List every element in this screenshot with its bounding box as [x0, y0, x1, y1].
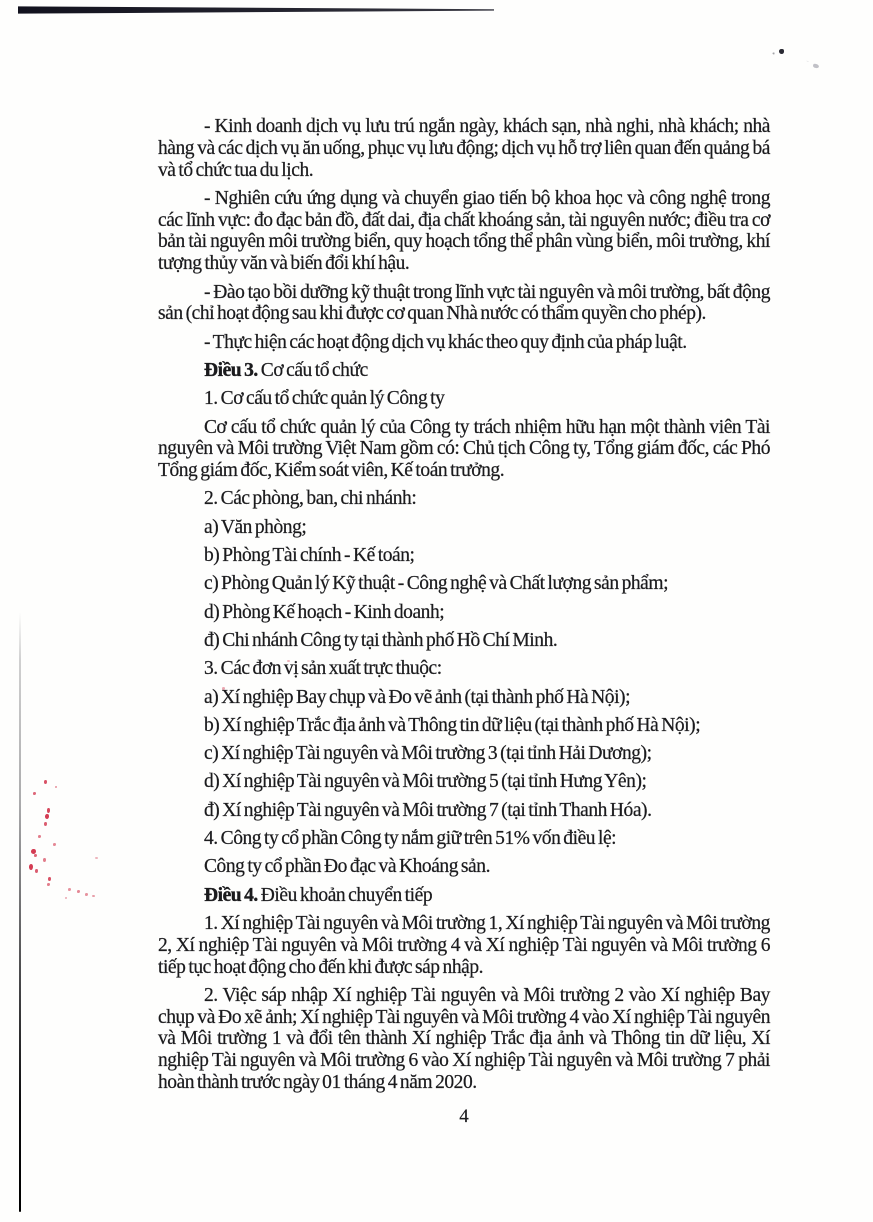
paragraph: - Nghiên cứu ứng dụng và chuyển giao tiến bộ khoa học và công nghệ trong các lĩnh vực: đo đạc bản đồ, đất dai, địa chất khoáng sản, tài nguyên nước; điều tra cơ bản tài nguyên môi trường biển, quy hoạch tổng thể phân vùng biển, môi trường, khí tượng thủy văn và biến đổi khí hậu. [158, 187, 770, 275]
scan-streak-top-icon [18, 6, 494, 14]
article-heading [158, 885, 770, 907]
list-item: b) Xí nghiệp Trắc địa ảnh và Thông tin dữ liệu (tại thành phố Hà Nội); [204, 714, 701, 736]
article-number: Điều 4. [204, 884, 258, 906]
paragraph: - Thực hiện các hoạt động dịch vụ khác theo quy định của pháp luật. [204, 331, 687, 353]
paragraph: 1. Xí nghiệp Tài nguyên và Môi trường 1, Xí nghiệp Tài nguyên và Môi trường 2, Xí nghiệp Tài nguyên và Môi trường 4 và Xí nghiệp Tài nguyên và Môi trường 6 tiếp tục hoạt động cho đến khi được sáp nhập. [158, 912, 770, 978]
list-item: a) Văn phòng; [204, 516, 307, 538]
list-item: 3. Các đơn vị sản xuất trực thuộc: [204, 658, 442, 680]
article-title: Điều khoản chuyển tiếp [257, 884, 433, 906]
list-item: đ) Chi nhánh Công ty tại thành phố Hồ Chí Minh. [204, 629, 558, 651]
list-item: b) Phòng Tài chính - Kế toán; [204, 545, 415, 567]
article-title: Cơ cấu tổ chức [257, 359, 368, 381]
list-item: c) Phòng Quản lý Kỹ thuật - Công nghệ và Chất lượng sản phẩm; [204, 573, 669, 595]
paragraph: 2. Việc sáp nhập Xí nghiệp Tài nguyên và Môi trường 2 vào Xí nghiệp Bay chụp và Đo xẽ ảnh; Xí nghiệp Tài nguyên và Môi trường 4 vào Xí nghiệp Tài nguyên và Môi trường 1 và đổi tên thành Xí nghiệp Trắc địa ảnh và Thông tin dữ liệu, Xí nghiệp Tài nguyên và Môi trường 6 vào Xí nghiệp Tài nguyên và Môi trường 7 phải hoàn thành trước ngày 01 tháng 4 năm 2020. [158, 984, 770, 1093]
list-item: d) Xí nghiệp Tài nguyên và Môi trường 5 (tại tỉnh Hưng Yên); [204, 771, 647, 793]
list-item: a) Xí nghiệp Bay chụp và Đo vẽ ảnh (tại thành phố Hà Nội); [204, 686, 631, 708]
paragraph: - Kinh doanh dịch vụ lưu trú ngắn ngày, khách sạn, nhà nghi, nhà khách; nhà hàng và các dịch vụ ăn uống, phục vụ lưu động; dịch vụ hỗ trợ liên quan đến quảng bá và tổ chức tua du lịch. [158, 116, 770, 181]
scan-speck-icon [813, 63, 820, 68]
list-item: 1. Cơ cấu tổ chức quản lý Công ty [204, 388, 445, 410]
list-item: c) Xí nghiệp Tài nguyên và Môi trường 3 (tại tỉnh Hải Dương); [204, 743, 652, 765]
article-heading [158, 360, 770, 382]
scan-speck-icon [779, 49, 784, 54]
list-item: 4. Công ty cổ phần Công ty nắm giữ trên 51% vốn điều lệ: [204, 828, 617, 850]
paragraph: - Đào tạo bồi dưỡng kỹ thuật trong lĩnh vực tài nguyên và môi trường, bất động sản (chỉ hoạt động sau khi được cơ quan Nhà nước có thẩm quyền cho phép). [158, 281, 770, 325]
list-item: 2. Các phòng, ban, chi nhánh: [204, 488, 417, 510]
article-number: Điều 3. [204, 359, 258, 381]
paragraph: Cơ cấu tổ chức quản lý của Công ty trách nhiệm hữu hạn một thành viên Tài nguyên và Môi trường Việt Nam gồm có: Chủ tịch Công ty, Tổng giám đốc, các Phó Tổng giám đốc, Kiểm soát viên, Kế toán trưởng. [158, 416, 770, 482]
list-item: Công ty cổ phần Đo đạc và Khoáng sản. [204, 856, 490, 878]
list-item: d) Phòng Kế hoạch - Kinh doanh; [204, 601, 445, 623]
document-body [158, 116, 770, 1100]
page-number: 4 [459, 1106, 469, 1127]
list-item: đ) Xí nghiệp Tài nguyên và Môi trường 7 (tại tỉnh Thanh Hóa). [204, 799, 652, 821]
scan-streak-left-icon [19, 612, 21, 1212]
